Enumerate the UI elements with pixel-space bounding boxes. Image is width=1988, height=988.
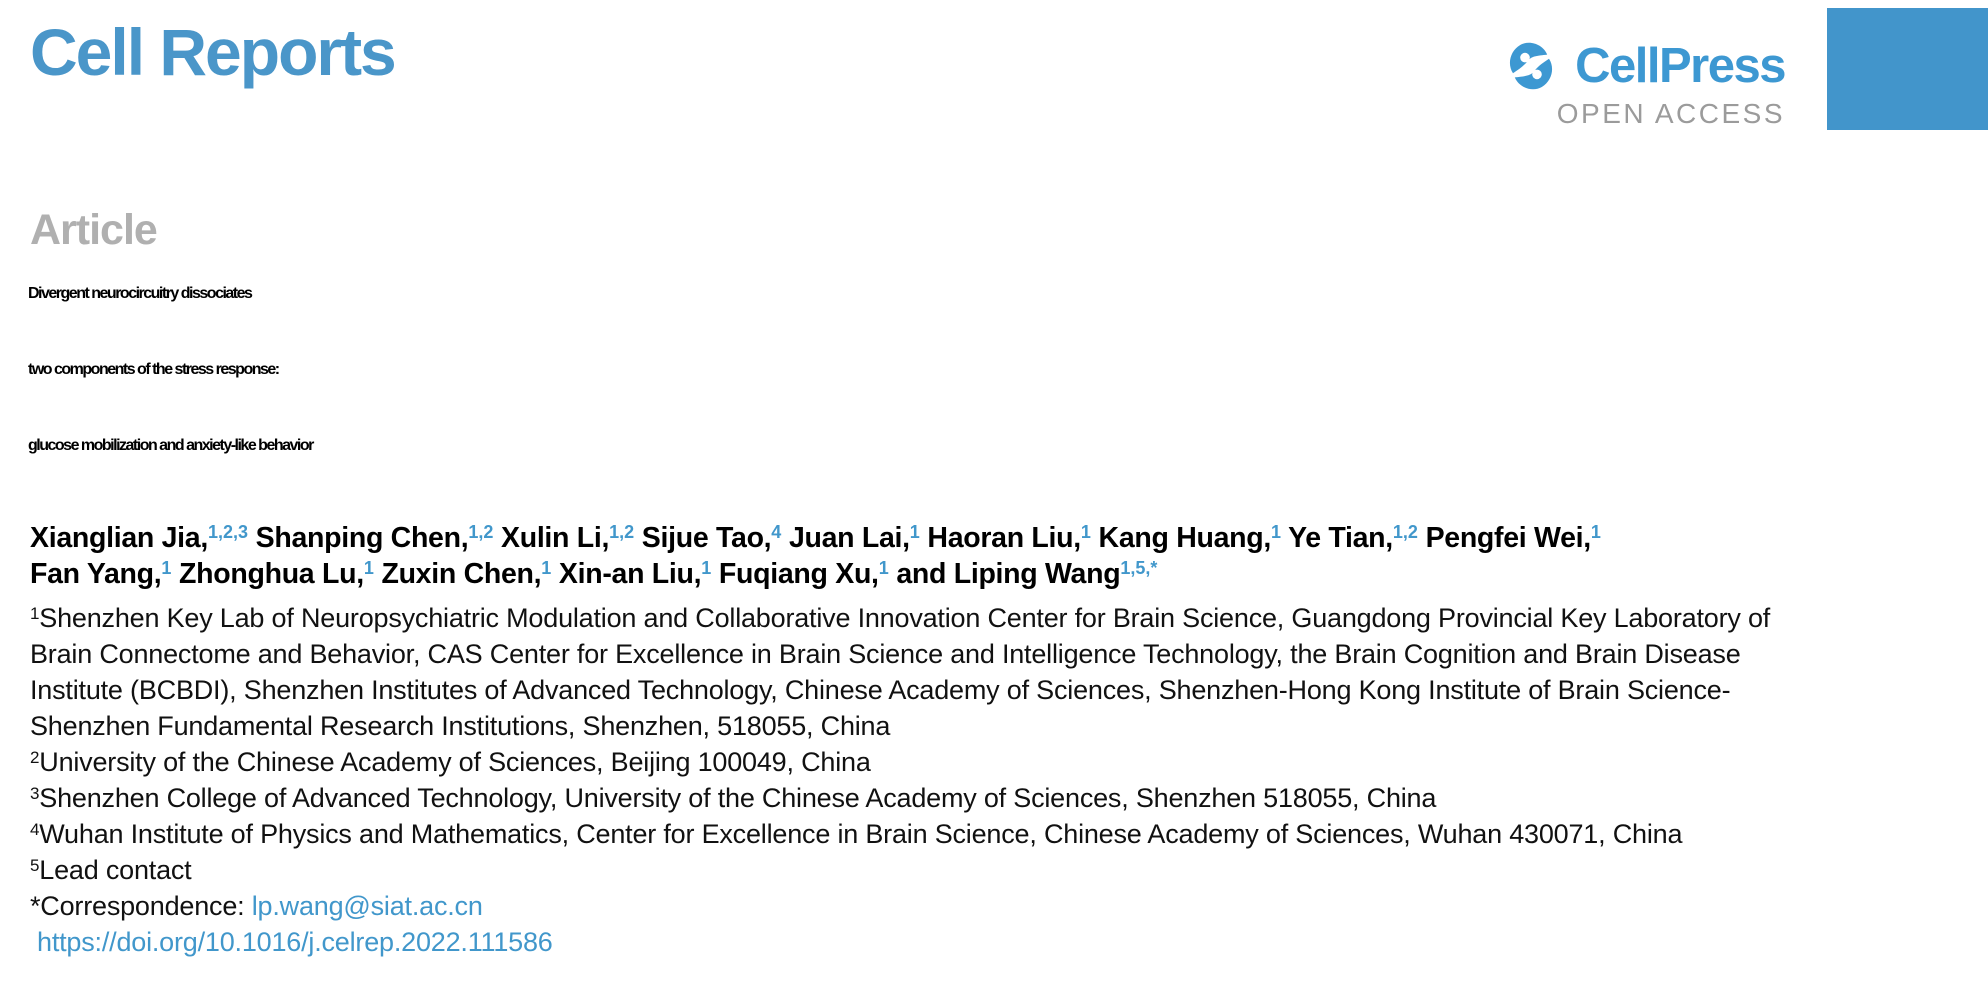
author-name: Xianglian Jia, <box>30 522 208 554</box>
affiliation: $^4$Wuhan Institute of Physics and Mathematics, Center for Excellence in Brain Science, Chinese Academy of Sciences, Wuhan 430071, China <box>30 819 1683 849</box>
affiliation: $^5$Lead contact <box>30 855 192 885</box>
author-name: Zuxin Chen, <box>381 558 542 590</box>
affiliation-list <box>30 600 1805 960</box>
author-line <box>30 556 1820 592</box>
author-name: Fuqiang Xu, <box>718 558 879 590</box>
affiliation-superscript: 4 <box>30 820 40 839</box>
author-name: Pengfei Wei, <box>1425 522 1591 554</box>
author-name: Juan Lai, <box>788 522 910 554</box>
affiliation-superscript: 3 <box>30 784 40 803</box>
author-superscript: 1 <box>878 558 889 578</box>
author-superscript: 1,2,3 <box>207 522 248 542</box>
open-access-label: OPEN ACCESS <box>1556 98 1785 129</box>
author-name: Zhonghua Lu, <box>179 558 364 590</box>
correspondence-email-link[interactable]: lp.wang@siat.ac.cn <box>251 891 483 921</box>
author-superscript: 1,2 <box>1392 522 1418 542</box>
author-superscript: 1 <box>161 558 172 578</box>
article-title: Divergent neurocircuitry dissociates two components of the stress response: glucose mobilization and anxiety-like behavior <box>28 285 313 454</box>
affiliation: $^1$Shenzhen Key Lab of Neuropsychiatric Modulation and Collaborative Innovation Center for Brain Science, Guangdong Provincial Key Laboratory of Brain Connectome and Behavior, CAS Center for Excellence in Brain Science and Intelligence Technology, the Brain Cognition and Brain Disease Institute (BCBDI), Shenzhen Institutes of Advanced Technology, Chinese Academy of Sciences, Shenzhen-Hong Kong Institute of Brain Science-Shenzhen Fundamental Research Institutions, Shenzhen, 518055, China <box>30 603 1771 741</box>
correspondence-label: *Correspondence: <box>30 891 245 921</box>
cellpress-wordmark: CellPress <box>1575 39 1785 93</box>
affiliation-superscript: 2 <box>30 748 40 767</box>
author-name: Haoran Liu, <box>927 522 1081 554</box>
affiliation-superscript: 1 <box>30 604 40 623</box>
correspondence-line <box>30 888 1805 924</box>
affiliation-superscript: 5 <box>30 856 40 875</box>
author-lines <box>30 520 1820 592</box>
author-superscript: 4 <box>771 522 782 542</box>
author-name: Xin-an Liu, <box>558 558 702 590</box>
author-superscript: 1 <box>1590 522 1601 542</box>
corner-accent-rect <box>1827 8 1988 130</box>
author-superscript: 1 <box>541 558 552 578</box>
author-superscript: 1 <box>1270 522 1281 542</box>
author-superscript: 1,2 <box>609 522 635 542</box>
author-superscript: 1 <box>1080 522 1091 542</box>
author-superscript: 1,5,* <box>1120 558 1158 578</box>
author-name: Kang Huang, <box>1098 522 1271 554</box>
author-superscript: 1,2 <box>468 522 494 542</box>
author-superscript: 1 <box>909 522 920 542</box>
cellpress-logo-group <box>1501 36 1785 96</box>
author-name: Xulin Li, <box>501 522 610 554</box>
author-name: Sijue Tao, <box>641 522 772 554</box>
affiliation: $^3$Shenzhen College of Advanced Technology, University of the Chinese Academy of Sciences, Shenzhen 518055, China <box>30 783 1437 813</box>
author-name: and Liping Wang <box>896 558 1121 590</box>
doi-line <box>30 924 1805 960</box>
cellpress-swirl-icon <box>1501 36 1561 96</box>
author-name: Ye Tian, <box>1288 522 1393 554</box>
author-superscript: 1 <box>363 558 374 578</box>
journal-logo: Cell Reports <box>30 15 395 89</box>
author-superscript: 1 <box>701 558 712 578</box>
doi-link[interactable]: https://doi.org/10.1016/j.celrep.2022.111586 <box>37 927 553 957</box>
author-name: Fan Yang, <box>30 558 162 590</box>
author-line <box>30 520 1820 556</box>
affiliation: $^2$University of the Chinese Academy of Sciences, Beijing 100049, China <box>30 747 871 777</box>
article-kicker: Article <box>30 206 157 254</box>
author-name: Shanping Chen, <box>255 522 469 554</box>
